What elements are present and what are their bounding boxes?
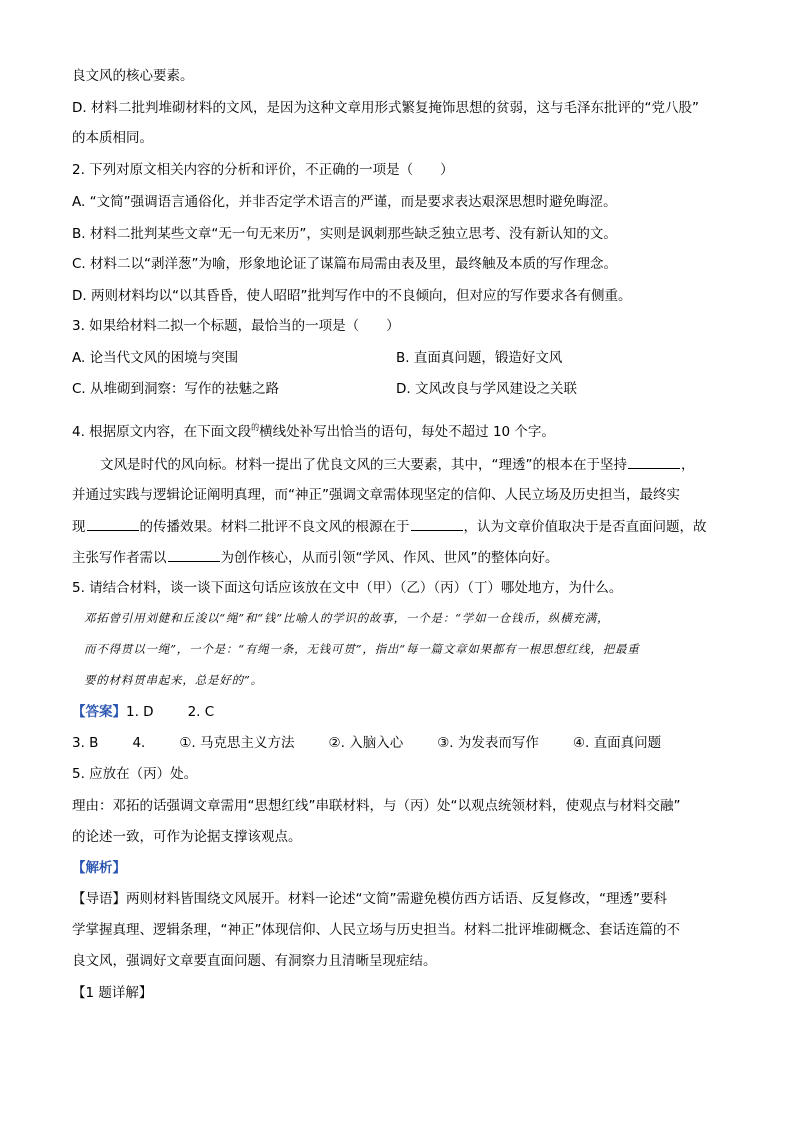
blank-3[interactable] <box>411 516 463 531</box>
blank-1[interactable] <box>628 454 680 469</box>
paragraph-line-3: 现 的传播效果。材料二批评不良文风的根源在于 ，认为文章价值取决于是否直面问题，故 <box>72 516 707 537</box>
paragraph-line-4: 主张写作者需以 为创作核心，从而引领“学风、作风、世风”的整体向好。 <box>72 547 559 568</box>
answer-tag: 【答案】 <box>72 704 126 720</box>
paragraph-line-1: 文风是时代的风向标。材料一提出了优良文风的三大要素，其中，“理透”的根本在于坚持 ， <box>100 454 695 475</box>
q3-row-2 <box>72 379 712 399</box>
blank-4[interactable] <box>168 547 220 562</box>
answer-5: 5. 应放在（丙）处。 <box>72 766 198 782</box>
question-4: 4. 根据原文内容，在下面文段$^的$横线处补写出恰当的语句，每处不超过 10 个字。 <box>72 423 555 440</box>
quote-line-2: 而不得贯以一绳”，一个是：“有绳一条，无钱可贯”，指出“每一篇文章如果都有一根思想红线，把最重 <box>84 642 640 656</box>
q2-option-d: D. 两则材料均以“以其昏昏，使人昭昭”批判写作中的不良倾向，但对应的写作要求各有侧重。 <box>72 288 632 304</box>
question-3: 3. 如果给材料二拟一个标题，最恰当的一项是（ ） <box>72 318 400 334</box>
answer-line-2: 3. B 4. ①. 马克思主义方法 ②. 入脑入心 ③. 为发表而写作 ④. 直面真问题 <box>72 735 662 751</box>
q3-option-b: B. 直面真问题，锻造好文风 <box>396 350 563 366</box>
reason-line-2: 的论述一致，可作为论据支撑该观点。 <box>72 829 302 845</box>
quote-line-1: 邓拓曾引用刘健和丘浚以“绳”和“钱”比喻人的学识的故事，一个是：“学如一仓钱币，纵横充满， <box>84 611 610 625</box>
q2-option-c: C. 材料二以“剥洋葱”为喻，形象地论证了谋篇布局需由表及里，最终触及本质的写作理念。 <box>72 256 617 272</box>
guide-line-1: 【导语】两则材料皆围绕文风展开。材料一论述“文简”需避免模仿西方话语、反复修改，“理透”要科 <box>72 891 667 907</box>
guide-line-3: 良文风，强调好文章要直面问题、有洞察力且清晰呈现症结。 <box>72 953 437 969</box>
q2-option-a: A. “文简”强调语言通俗化，并非否定学术语言的严谨，而是要求表达艰深思想时避免晦涩。 <box>72 194 617 210</box>
blank-2[interactable] <box>87 516 139 531</box>
q3-option-d: D. 文风改良与学风建设之关联 <box>396 381 577 397</box>
q3-row-1 <box>72 348 712 368</box>
option-d-prev: D. 材料二批判堆砌材料的文风，是因为这种文章用形式繁复掩饰思想的贫弱，这与毛泽东批评的“党八股” <box>72 100 699 116</box>
analysis-tag: 【解析】 <box>72 860 126 876</box>
question-2: 2. 下列对原文相关内容的分析和评价，不正确的一项是（ ） <box>72 162 454 178</box>
guide-line-2: 学掌握真理、逻辑条理，“神正”体现信仰、人民立场与历史担当。材料二批评堆砌概念、套话连篇的不 <box>72 922 680 938</box>
detail-tag: 【1 题详解】 <box>72 985 153 1001</box>
text-line: 良文风的核心要素。 <box>72 68 194 84</box>
text-line: 的本质相同。 <box>72 130 153 146</box>
q3-option-c: C. 从堆砌到洞察：写作的祛魅之路 <box>72 381 280 397</box>
question-5: 5. 请结合材料，谈一谈下面这句话应该放在文中（甲）（乙）（丙）（丁）哪处地方，为什么。 <box>72 580 623 596</box>
paragraph-line-2: 并通过实践与逻辑论证阐明真理，而“神正”强调文章需体现坚定的信仰、人民立场及历史担当，最终实 <box>72 487 680 503</box>
quote-line-3: 要的材料贯串起来，总是好的”。 <box>84 673 263 687</box>
answer-line-1: 【答案】1. D 2. C <box>72 704 215 720</box>
q2-option-b: B. 材料二批判某些文章“无一句无来历”，实则是讽刺那些缺乏独立思考、没有新认知的文。 <box>72 226 617 242</box>
reason-line-1: 理由：邓拓的话强调文章需用“思想红线”串联材料，与（丙）处“以观点统领材料，使观点与材料交融” <box>72 798 681 814</box>
q3-option-a: A. 论当代文风的困境与突围 <box>72 350 239 366</box>
